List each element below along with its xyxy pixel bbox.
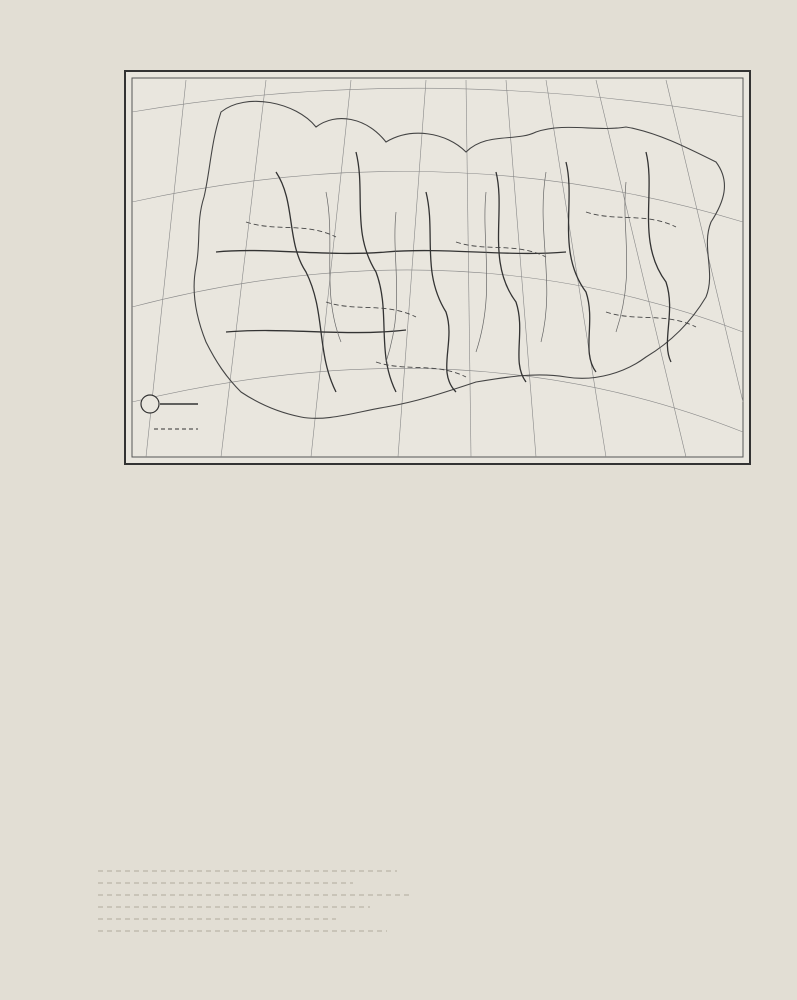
rivers <box>326 172 627 362</box>
map-neatline <box>132 78 743 457</box>
map-svg <box>126 72 749 463</box>
graticule <box>132 80 743 457</box>
volume-boundaries <box>216 152 671 392</box>
legend-volume-circle <box>141 395 159 413</box>
map-frame <box>124 70 751 465</box>
coastline <box>194 101 724 418</box>
faded-text-block <box>98 860 438 980</box>
issue-boundaries <box>246 212 696 377</box>
